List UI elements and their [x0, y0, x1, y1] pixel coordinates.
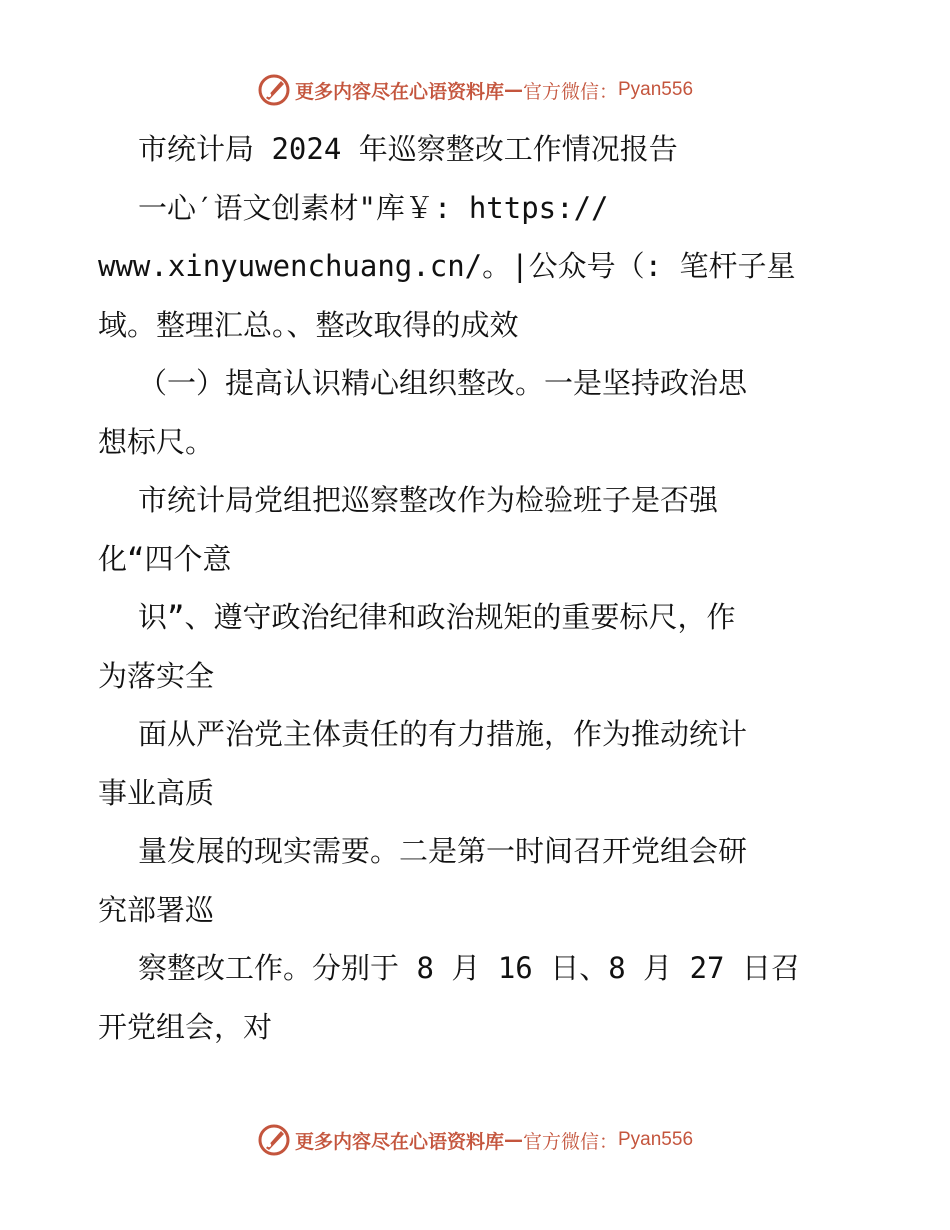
quill-logo-icon — [257, 1123, 291, 1157]
text-line: 一心′语文创素材"库￥: https:// — [138, 190, 609, 225]
banner-text: 更多内容尽在心语资料库 — [294, 80, 504, 103]
text-line: 域。整理汇总。、整改取得的成效 — [98, 307, 519, 342]
text-line: 市统计局 2024 年巡察整改工作情况报告 — [138, 132, 678, 166]
quill-logo-icon — [257, 73, 291, 107]
banner-text: 更多内容尽在心语资料库 — [294, 1130, 504, 1153]
text-line: 面从严治党主体责任的有力措施，作为推动统计 — [138, 717, 748, 751]
text-line: （一）提高认识精心组织整改。一是坚持政治思 — [138, 366, 748, 400]
header-banner — [0, 70, 950, 110]
text-line: 察整改工作。分别于 8 月 16 日、8 月 27 日召 — [138, 951, 800, 985]
text-line: www.xinyuwenchuang.cn/。|公众号（: 笔杆子星 — [98, 249, 796, 283]
banner-separator: — — [503, 1129, 523, 1151]
text-line: 市统计局党组把巡察整改作为检验班子是否强 — [138, 483, 719, 517]
text-line: 究部署巡 — [98, 892, 215, 927]
text-line: 识”、遵守政治纪律和政治规矩的重要标尺，作 — [138, 600, 736, 634]
banner-wechat-label: 官方微信： — [522, 1130, 618, 1153]
banner-wechat-id: Pyan556 — [618, 1129, 694, 1150]
text-line: 开党组会，对 — [98, 1009, 273, 1044]
banner-separator: — — [503, 79, 523, 101]
text-line: 事业高质 — [98, 775, 215, 810]
banner-wechat-id: Pyan556 — [618, 79, 694, 100]
banner-wechat-label: 官方微信： — [522, 80, 618, 103]
text-line: 量发展的现实需要。二是第一时间召开党组会研 — [138, 834, 748, 868]
document-body — [98, 120, 858, 1056]
text-line: 为落实全 — [98, 658, 215, 693]
footer-banner — [0, 1120, 950, 1160]
text-line: 想标尺。 — [98, 424, 215, 459]
text-line: 化“四个意 — [98, 541, 232, 576]
